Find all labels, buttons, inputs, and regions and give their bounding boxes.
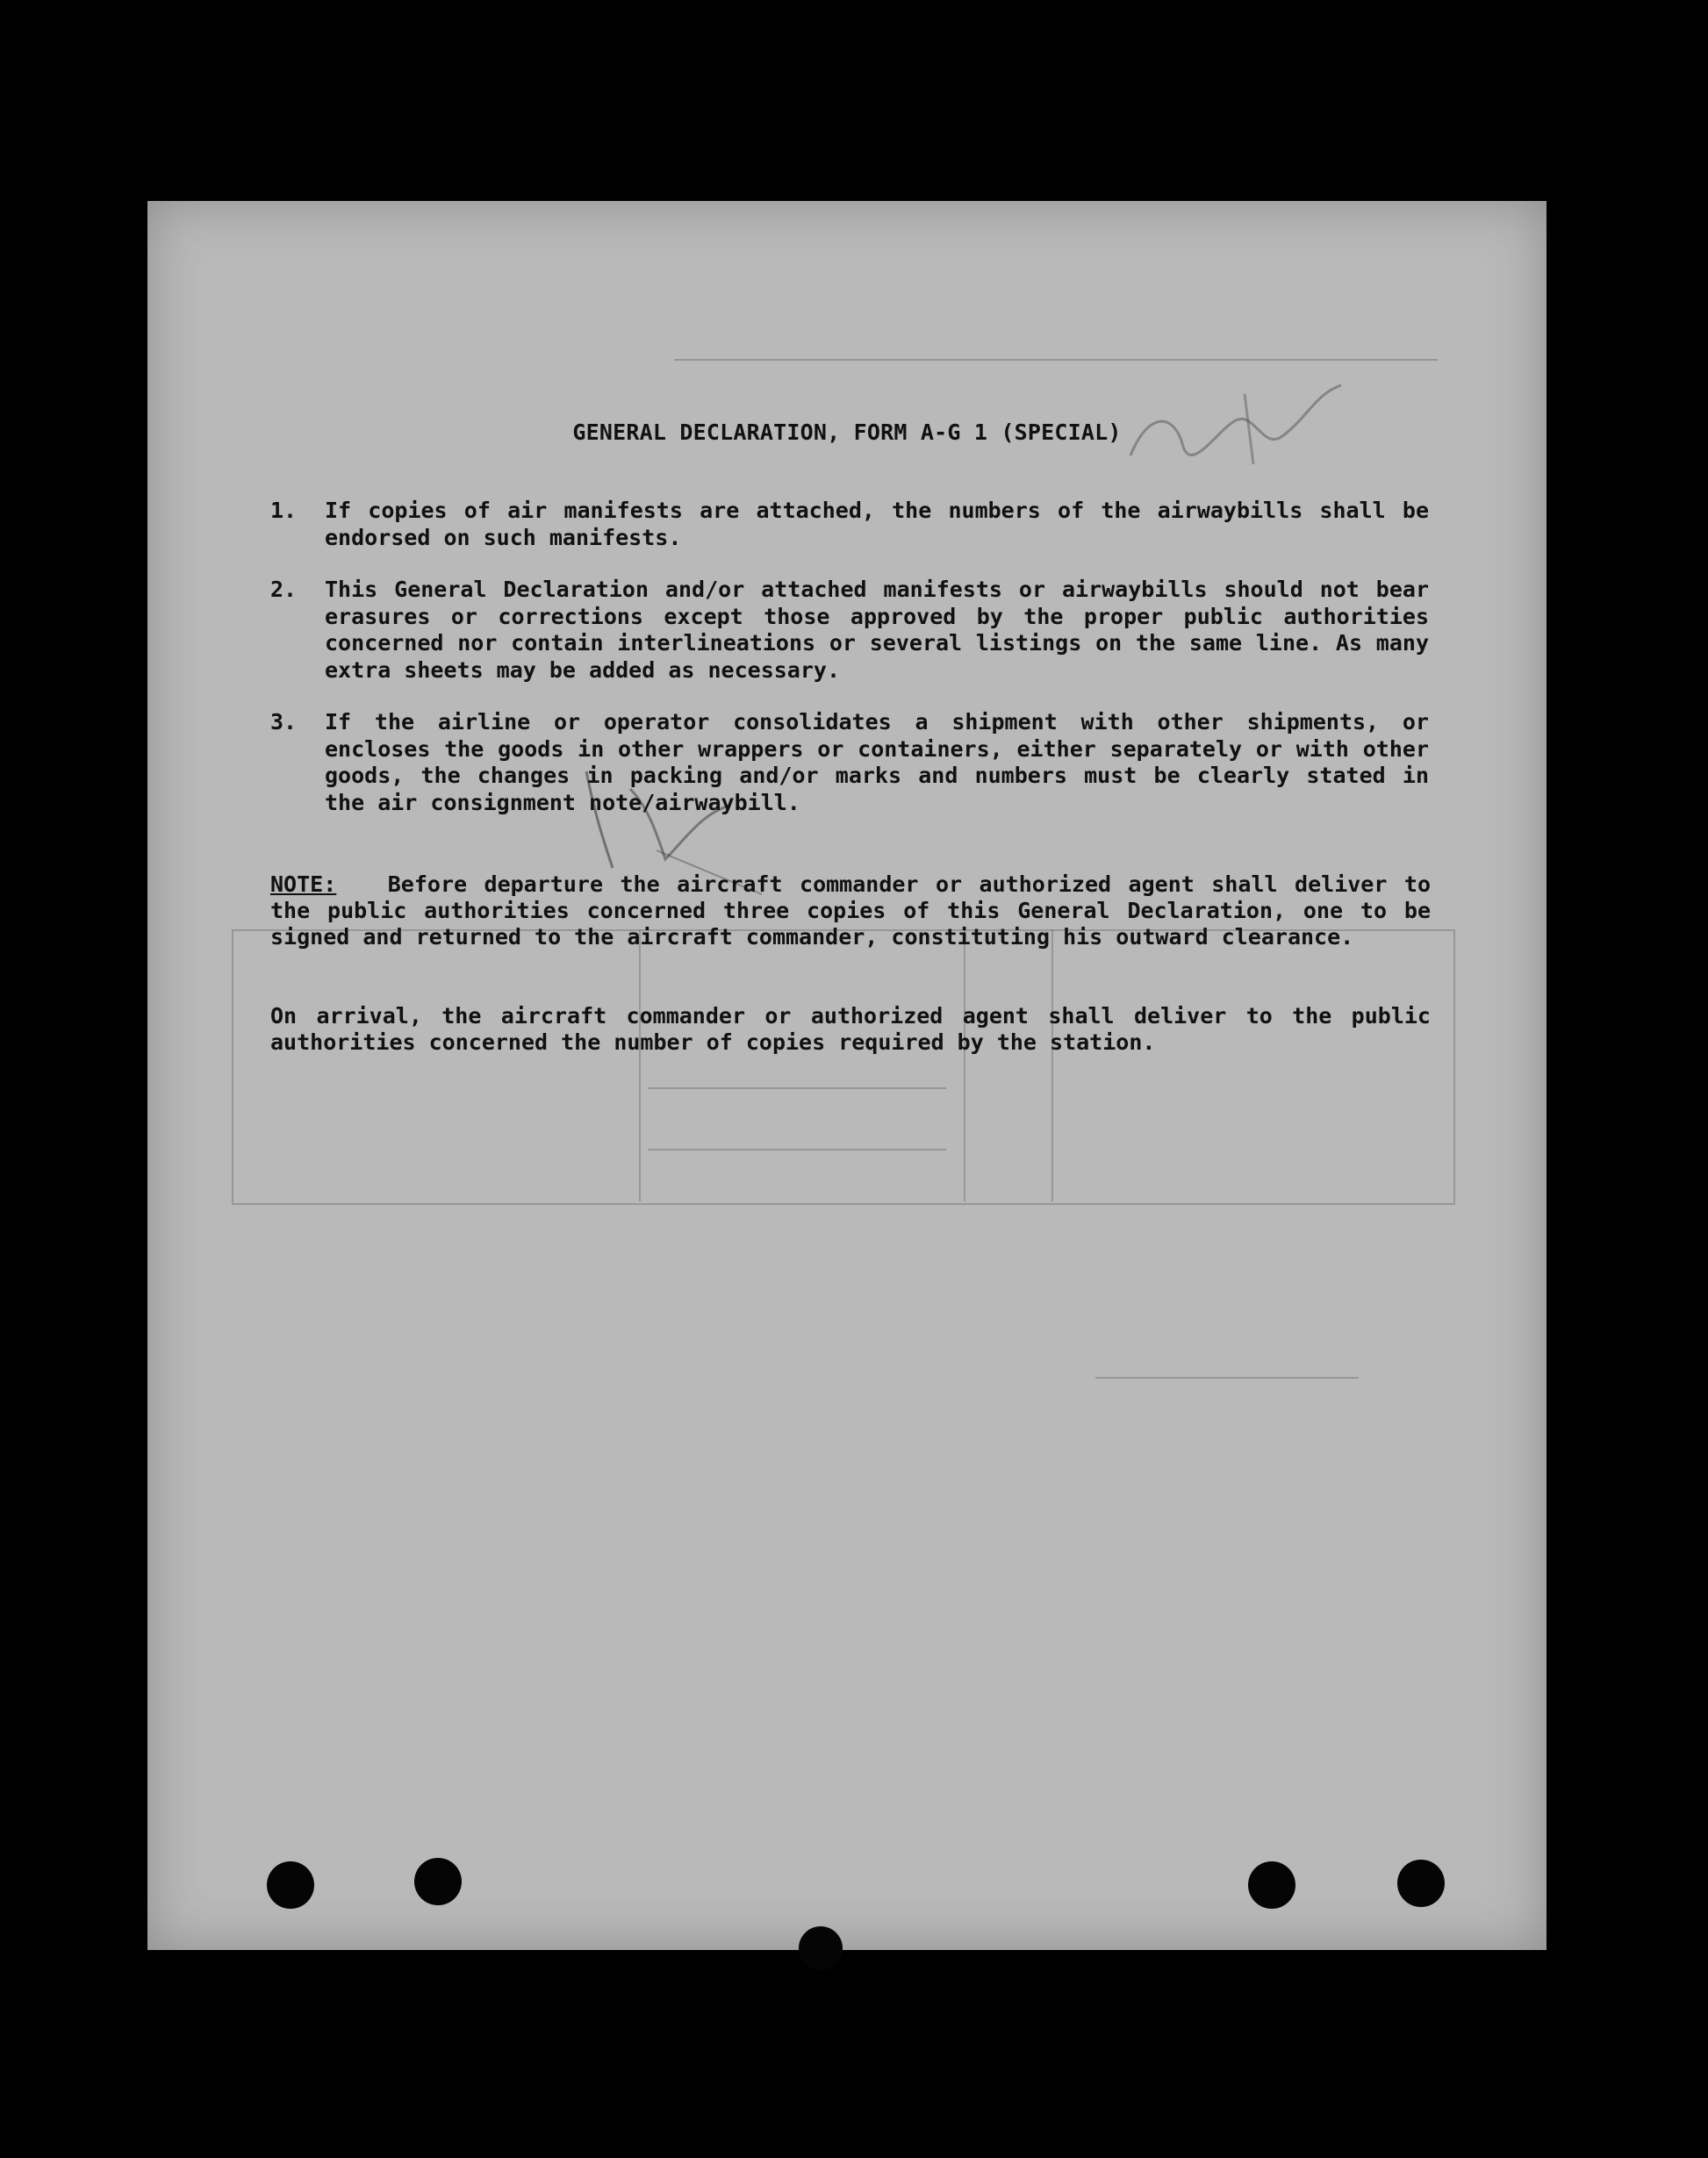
item-text: If copies of air manifests are attached, the numbers of the airwaybills shall be endorsed on such manifests.	[325, 498, 1429, 550]
bleed-through-rule	[1095, 1377, 1359, 1379]
item-text: This General Declaration and/or attached manifests or airwaybills should not bear erasures or corrections except those approved by the proper public authorities concerned nor contain interlineations or several listings on the same line. As many extra sheets may be added as necessary.	[325, 577, 1429, 683]
punch-hole	[267, 1861, 314, 1909]
bleed-through-divider	[1051, 929, 1053, 1201]
punch-hole	[799, 1926, 843, 1970]
item-number: 3.	[270, 709, 298, 735]
arrival-paragraph: On arrival, the aircraft commander or authorized agent shall deliver to the public authorities concerned the number of copies required by the station.	[270, 1003, 1431, 1055]
item-text: If the airline or operator consolidates a shipment with other shipments, or encloses the goods in other wrappers or containers, either separately or with other goods, the changes in packing and/or marks and numbers must be clearly stated in the air consignment note/airwaybill.	[325, 709, 1429, 815]
bleed-through-divider	[964, 929, 965, 1201]
bleed-through-box	[232, 929, 1455, 1205]
note-text: Before departure the aircraft commander or authorized agent shall deliver to the public authorities concerned three copies of this General Declaration, one to be signed and returned to the aircraft commander, constituting his outward clearance.	[270, 871, 1431, 950]
punch-hole	[414, 1858, 462, 1905]
bleed-through-rule	[674, 359, 1438, 361]
note-label: NOTE:	[270, 871, 337, 897]
bleed-through-rule	[648, 1087, 946, 1089]
punch-hole	[1397, 1860, 1445, 1907]
note-paragraph	[270, 871, 1431, 950]
item-number: 1.	[270, 498, 298, 523]
document-page	[147, 201, 1547, 1950]
bleed-through-divider	[639, 929, 641, 1201]
document-title: GENERAL DECLARATION, FORM A-G 1 (SPECIAL)	[572, 419, 1122, 445]
item-number: 2.	[270, 577, 298, 602]
punch-hole	[1248, 1861, 1295, 1909]
bleed-through-rule	[648, 1149, 946, 1151]
